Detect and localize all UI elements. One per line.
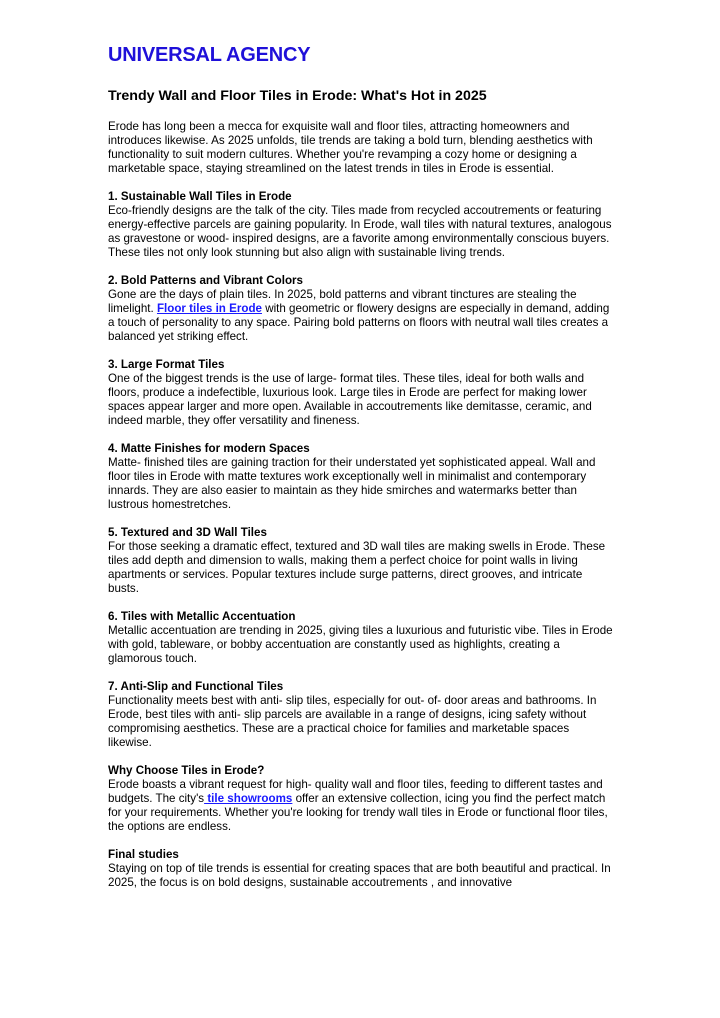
section-text bbox=[108, 778, 614, 834]
section-text: Staying on top of tile trends is essential for creating spaces that are both beautiful and practical. In 2025, the focus is on bold designs, sustainable accoutrements , and innovative bbox=[108, 862, 611, 889]
intro-paragraph: Erode has long been a mecca for exquisite wall and floor tiles, attracting homeowners and introduces likewise. As 2025 unfolds, tile trends are taking a bold turn, blending aesthetics with functionality to suit modern cultures. Whether you're revamping a cozy home or designing a marketable space, staying streamlined on the latest trends in tiles in Erode is essential. bbox=[108, 120, 593, 175]
section-heading: 5. Textured and 3D Wall Tiles bbox=[108, 526, 267, 539]
floor-tiles-link[interactable]: Floor tiles in Erode bbox=[156, 302, 262, 315]
section-text-before: Gone are the days of plain tiles. In 2025, bold patterns and vibrant tinctures are stealing the limelight. bbox=[108, 288, 577, 315]
section-heading: 4. Matte Finishes for modern Spaces bbox=[108, 442, 310, 455]
section-heading: 1. Sustainable Wall Tiles in Erode bbox=[108, 190, 292, 203]
section-text: One of the biggest trends is the use of large- format tiles. These tiles, ideal for both walls and floors, produce a indefectible, luxurious look. Large tiles in Erode are perfect for making lower spaces appear larger and more open. Available in accoutrements like demitasse, ceramic, and indeed marble, they offer versatility and fineness. bbox=[108, 372, 592, 427]
section-heading: 2. Bold Patterns and Vibrant Colors bbox=[108, 274, 303, 287]
tile-showrooms-link[interactable]: tile showrooms bbox=[204, 792, 293, 805]
section-metallic-accentuation bbox=[108, 610, 614, 666]
article-body bbox=[108, 120, 614, 890]
section-large-format-tiles bbox=[108, 358, 614, 428]
section-why-choose bbox=[108, 764, 614, 834]
section-text bbox=[108, 288, 614, 344]
section-text: Matte- finished tiles are gaining traction for their understated yet sophisticated appeal. Wall and floor tiles in Erode with matte textures work exceptionally well in minimalist and contemporary innards. They are also easier to maintain as they hide smirches and watermarks better than lustrous homestretches. bbox=[108, 456, 596, 511]
section-text-before: Erode boasts a vibrant request for high- quality wall and floor tiles, feeding to different tastes and budgets. The city's bbox=[108, 778, 603, 805]
page-title: Trendy Wall and Floor Tiles in Erode: What's Hot in 2025 bbox=[108, 88, 487, 104]
section-text-after: offer an extensive collection, icing you find the perfect match for your requirements. Whether you're looking for trendy wall tiles in Erode or functional floor tiles, the options are endless. bbox=[108, 792, 608, 833]
section-text: Functionality meets best with anti- slip tiles, especially for out- of- door areas and bathrooms. In Erode, best tiles with anti- slip parcels are available in a range of designs, icing safety without compromising aesthetics. These are a practical choice for families and marketable spaces likewise. bbox=[108, 694, 597, 749]
section-matte-finishes bbox=[108, 442, 614, 512]
section-heading: 7. Anti-Slip and Functional Tiles bbox=[108, 680, 284, 693]
section-text: For those seeking a dramatic effect, textured and 3D wall tiles are making swells in Erode. These tiles add depth and dimension to walls, making them a perfect choice for point walls in living apartments or services. Popular textures include surge patterns, direct grooves, and intricate busts. bbox=[108, 540, 606, 595]
section-bold-patterns bbox=[108, 274, 614, 344]
section-heading: Final studies bbox=[108, 848, 179, 861]
section-textured-3d-tiles bbox=[108, 526, 614, 596]
section-anti-slip-tiles bbox=[108, 680, 614, 750]
section-text-after: with geometric or flowery designs are especially in demand, adding a touch of personality to any space. Pairing bold patterns on floors with neutral wall tiles creates a balanced yet striking effect. bbox=[108, 302, 610, 343]
section-text: Eco-friendly designs are the talk of the city. Tiles made from recycled accoutrements or featuring energy-effective parcels are gaining popularity. In Erode, wall tiles with natural textures, analogous as gravestone or wood- inspired designs, are a favorite among environmentally conscious buyers. These tiles not only look stunning but also align with sustainable living trends. bbox=[108, 204, 612, 259]
section-sustainable-wall-tiles bbox=[108, 190, 614, 260]
section-heading: 6. Tiles with Metallic Accentuation bbox=[108, 610, 296, 623]
section-final-studies bbox=[108, 848, 614, 890]
brand-title: UNIVERSAL AGENCY bbox=[108, 44, 311, 66]
section-heading: Why Choose Tiles in Erode? bbox=[108, 764, 265, 777]
section-text: Metallic accentuation are trending in 2025, giving tiles a luxurious and futuristic vibe. Tiles in Erode with gold, tableware, or bobby accentuation are constantly used as highlights, creating a glamorous touch. bbox=[108, 624, 613, 665]
section-heading: 3. Large Format Tiles bbox=[108, 358, 225, 371]
